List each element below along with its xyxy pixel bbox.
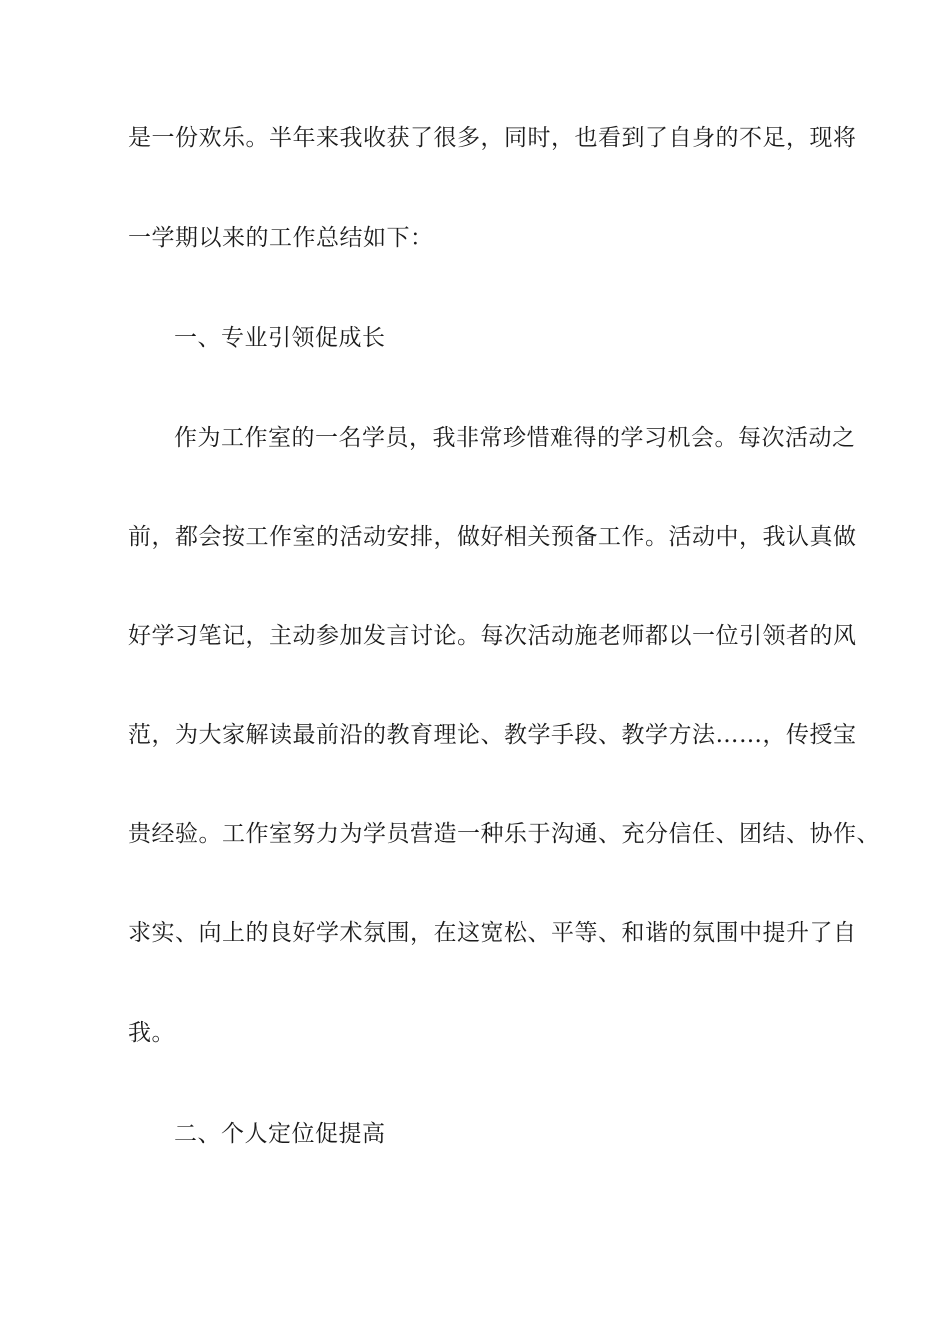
paragraph-line: 求实、向上的良好学术氛围，在这宽松、平等、和谐的氛围中提升了自 <box>128 920 857 946</box>
paragraph-line: 是一份欢乐。半年来我收获了很多，同时，也看到了自身的不足，现将 <box>128 125 857 151</box>
paragraph-line: 前，都会按工作室的活动安排，做好相关预备工作。活动中，我认真做 <box>128 524 857 550</box>
paragraph-line: 范，为大家解读最前沿的教育理论、教学手段、教学方法……，传授宝 <box>128 722 857 748</box>
paragraph-line: 我。 <box>128 1020 175 1046</box>
paragraph-line: 好学习笔记，主动参加发言讨论。每次活动施老师都以一位引领者的风 <box>128 623 857 649</box>
paragraph-line: 作为工作室的一名学员，我非常珍惜难得的学习机会。每次活动之 <box>174 425 856 451</box>
section-heading: 二、个人定位促提高 <box>174 1121 386 1147</box>
paragraph-line: 贵经验。工作室努力为学员营造一种乐于沟通、充分信任、团结、协作、 <box>128 821 880 847</box>
section-heading: 一、专业引领促成长 <box>174 325 386 351</box>
paragraph-line: 一学期以来的工作总结如下： <box>128 225 434 251</box>
